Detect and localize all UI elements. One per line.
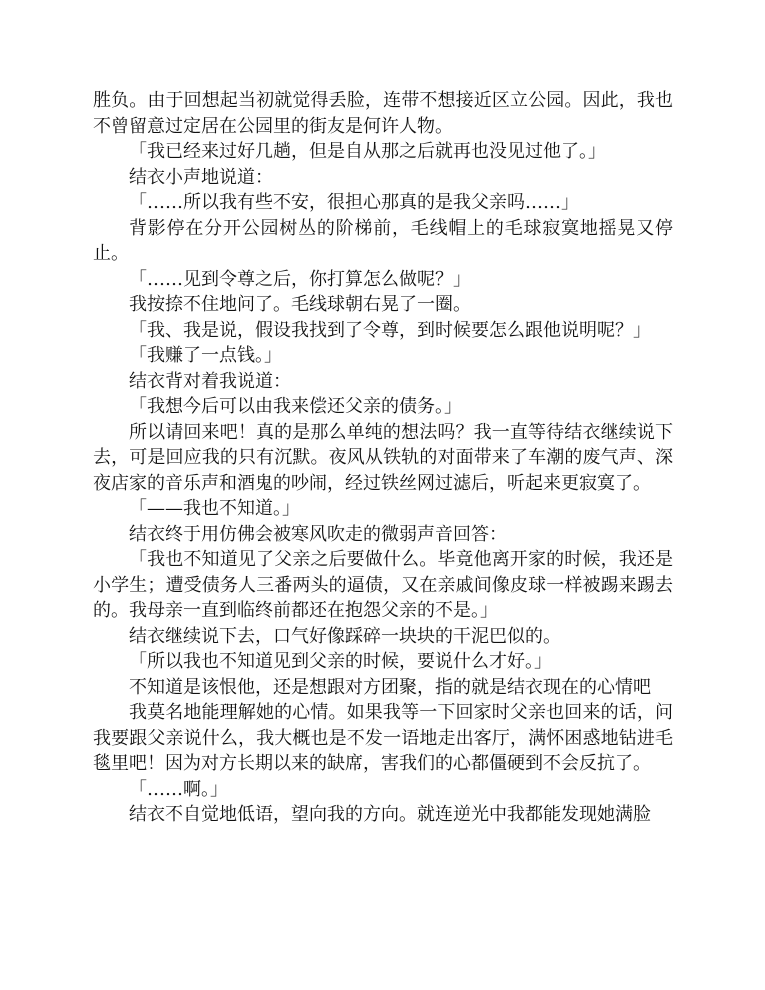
paragraph: 胜负。由于回想起当初就觉得丢脸，连带不想接近区立公园。因此，我也不曾留意过定居在公园里的街友是何许人物。 bbox=[93, 90, 673, 137]
paragraph: 背影停在分开公园树丛的阶梯前，毛线帽上的毛球寂寞地摇晃又停止。 bbox=[93, 217, 673, 264]
paragraph: 「我已经来过好几趟，但是自从那之后就再也没见过他了。」 bbox=[129, 141, 606, 162]
paragraph: 不知道是该恨他，还是想跟对方团聚，指的就是结衣现在的心情吧 bbox=[129, 676, 651, 698]
paragraph: 「我想今后可以由我来偿还父亲的债务。」 bbox=[129, 396, 462, 417]
paragraph: 结衣背对着我说道： bbox=[129, 370, 291, 392]
paragraph: 「我也不知道见了父亲之后要做什么。毕竟他离开家的时候，我还是小学生；遭受债务人三番两头的逼债，又在亲戚间像皮球一样被踢来踢去的。我母亲一直到临终前都还在抱怨父亲的不是。」 bbox=[93, 549, 673, 621]
paragraph: 「……所以我有些不安，很担心那真的是我父亲吗……」 bbox=[129, 192, 579, 213]
paragraph: 结衣小声地说道： bbox=[129, 166, 273, 188]
paragraph: 结衣继续说下去，口气好像踩碎一块块的干泥巴似的。 bbox=[129, 625, 561, 647]
paragraph: 结衣不自觉地低语，望向我的方向。就连逆光中我都能发现她满脸 bbox=[129, 804, 651, 825]
paragraph: 「我、我是说，假设我找到了令尊，到时候要怎么跟他说明呢？」 bbox=[129, 319, 651, 341]
document-page bbox=[93, 88, 673, 828]
paragraph: 结衣终于用仿佛会被寒风吹走的微弱声音回答： bbox=[129, 523, 507, 545]
paragraph: 「……啊。」 bbox=[129, 778, 228, 800]
paragraph: 我按捺不住地问了。毛线球朝右晃了一圈。 bbox=[129, 294, 471, 315]
paragraph: 「我赚了一点钱。」 bbox=[129, 345, 282, 366]
paragraph: 我莫名地能理解她的心情。如果我等一下回家时父亲也回来的话，问我要跟父亲说什么，我大概也是不发一语地走出客厅，满怀困惑地钻进毛毯里吧！因为对方长期以来的缺席，害我们的心都僵硬到不会反抗了。 bbox=[93, 702, 673, 774]
paragraph: 「所以我也不知道见到父亲的时候，要说什么才好。」 bbox=[129, 651, 552, 672]
paragraph: 所以请回来吧！真的是那么单纯的想法吗？我一直等待结衣继续说下去，可是回应我的只有沉默。夜风从铁轨的对面带来了车潮的废气声、深夜店家的音乐声和酒鬼的吵闹，经过铁丝网过滤后，听起来更寂寞了。 bbox=[93, 421, 673, 494]
paragraph: 「……见到令尊之后，你打算怎么做呢？」 bbox=[129, 268, 471, 290]
paragraph: 「——我也不知道。」 bbox=[129, 498, 300, 519]
